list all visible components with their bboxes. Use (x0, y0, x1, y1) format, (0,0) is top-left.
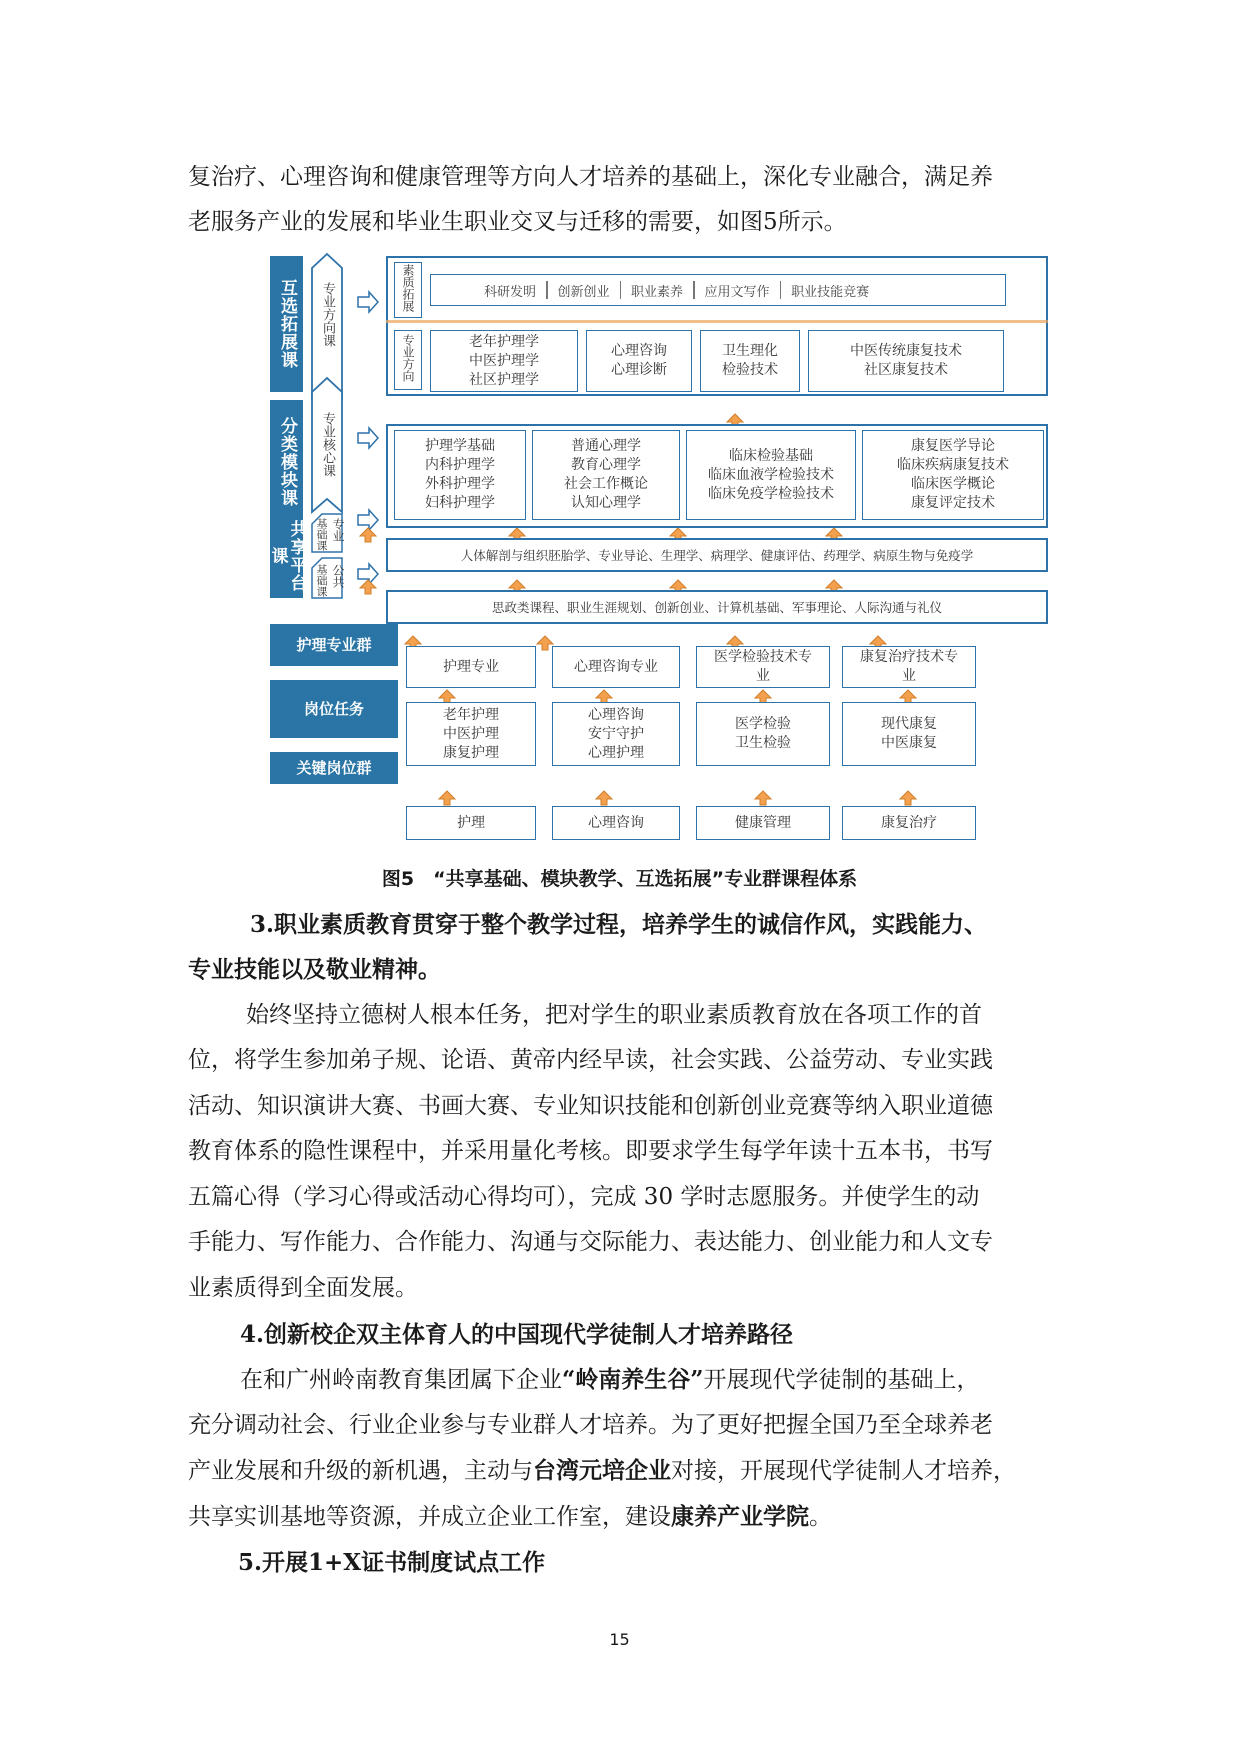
para-3-line: 活动、知识演讲大赛、书画大赛、专业知识技能和创新创业竞赛等纳入职业道德 (188, 1093, 993, 1119)
major-medical-inspection: 医学检验技术专 业 (696, 646, 830, 688)
para-3-line: 业素质得到全面发展。 (188, 1275, 418, 1301)
tag-professional: 专业 (331, 518, 345, 542)
direction-psychology: 心理咨询 心理诊断 (586, 330, 692, 392)
arrow-up-icon (537, 636, 553, 650)
partner-name: 台湾元培企业 (533, 1457, 671, 1484)
arrow-up-icon (360, 528, 376, 542)
para-4-line-4: 共享实训基地等资源，并成立企业工作室，建设康养产业学院。 (188, 1503, 832, 1530)
header-module-courses: 分类模块课 (270, 400, 303, 524)
direction-rehab: 中医传统康复技术 社区康复技术 (808, 330, 1004, 392)
quality-items (474, 276, 879, 304)
major-psych-consulting: 心理咨询专业 (552, 646, 680, 688)
arrow-up-icon (439, 791, 455, 805)
job-health-management: 健康管理 (696, 806, 830, 840)
quality-item: 科研发明 (484, 284, 537, 300)
tag-basic-course: 基础课 (315, 518, 328, 551)
direction-inspection: 卫生理化 检验技术 (700, 330, 800, 392)
header-key-jobs: 关键岗位群 (270, 752, 398, 784)
para-3-line: 手能力、写作能力、合作能力、沟通与交际能力、表达能力、创业能力和人文专 (188, 1229, 993, 1255)
course-system-diagram (267, 252, 1050, 850)
section-5-heading: 5.开展1+X证书制度试点工作 (238, 1549, 546, 1576)
arrow-up-icon (755, 791, 771, 805)
core-inspection: 临床检验基础 临床血液学检验技术 临床免疫学检验技术 (686, 430, 856, 520)
company-name: “岭南养生谷” (562, 1366, 704, 1393)
quality-item: 职业技能竞赛 (791, 284, 870, 300)
header-elective-expansion: 互选拓展课 (270, 256, 303, 392)
tag-public: 公共 (331, 564, 345, 588)
header-job-tasks: 岗位任务 (270, 680, 398, 738)
section-4-heading: 4.创新校企双主体育人的中国现代学徒制人才培养路径 (240, 1321, 794, 1348)
header-nursing-group: 护理专业群 (270, 624, 398, 666)
arrow-up-icon (900, 791, 916, 805)
tag-quality-expansion: 素质拓展 (401, 264, 415, 312)
para-3-line: 五篇心得（学习心得或活动心得均可），完成 30 学时志愿服务。并使学生的动 (188, 1184, 980, 1210)
major-nursing: 护理专业 (406, 646, 536, 688)
direction-nursing: 老年护理学 中医护理学 社区护理学 (430, 330, 578, 392)
quality-item: 应用文写作 (704, 284, 770, 300)
para-4-line-2: 充分调动社会、行业企业参与专业群人才培养。为了更好把握全国乃至全球养老 (188, 1412, 993, 1438)
section-3-heading-line-1: 3.职业素质教育贯穿于整个教学过程，培养学生的诚信作风，实践能力、 (250, 911, 988, 938)
para-4-line-1: 在和广州岭南教育集团属下企业“岭南养生谷”开展现代学徒制的基础上， (240, 1366, 980, 1393)
para-3-line: 教育体系的隐性课程中，并采用量化考核。即要求学生每学年读十五本书，书写 (188, 1138, 993, 1164)
intro-line-2: 老服务产业的发展和毕业生职业交叉与迁移的需要，如图5所示。 (188, 209, 847, 235)
tag-core-course: 专业核心课 (320, 412, 335, 477)
task-psychology: 心理咨询 安宁守护 心理护理 (552, 702, 680, 766)
tag-direction: 专业方向 (401, 334, 415, 382)
section-3-heading-line-2: 专业技能以及敬业精神。 (188, 956, 441, 983)
task-nursing: 老年护理 中医护理 康复护理 (406, 702, 536, 766)
arrow-right-icon (358, 292, 378, 312)
arrow-up-icon (360, 580, 376, 594)
major-rehab-therapy: 康复治疗技术专 业 (842, 646, 976, 688)
job-nursing: 护理 (406, 806, 536, 840)
job-psych-consulting: 心理咨询 (552, 806, 680, 840)
task-inspection: 医学检验 卫生检验 (696, 702, 830, 766)
arrow-right-icon (358, 428, 378, 448)
tag-direction-course: 专业方向课 (320, 282, 335, 347)
arrow-right-icon (358, 510, 378, 530)
core-psychology: 普通心理学 教育心理学 社会工作概论 认知心理学 (532, 430, 680, 520)
para-3-line: 始终坚持立德树人根本任务，把对学生的职业素质教育放在各项工作的首 (246, 1002, 982, 1028)
professional-basic-courses: 人体解剖与组织胚胎学、专业导论、生理学、病理学、健康评估、药理学、病原生物与免疫学 (386, 538, 1048, 572)
quality-item: 创新创业 (557, 284, 610, 300)
page-number: 15 (609, 1630, 630, 1649)
core-rehab: 康复医学导论 临床疾病康复技术 临床医学概论 康复评定技术 (862, 430, 1044, 520)
tag-public-basic: 基础课 (315, 564, 328, 597)
task-rehab: 现代康复 中医康复 (842, 702, 976, 766)
figure-caption: 图5 “共享基础、模块教学、互选拓展”专业群课程体系 (381, 868, 858, 890)
core-nursing: 护理学基础 内科护理学 外科护理学 妇科护理学 (394, 430, 526, 520)
section-divider (386, 320, 1048, 323)
para-3-line: 位，将学生参加弟子规、论语、黄帝内经早读，社会实践、公益劳动、专业实践 (188, 1047, 993, 1073)
quality-item: 职业素养 (631, 284, 684, 300)
para-4-line-3: 产业发展和升级的新机遇，主动与台湾元培企业对接，开展现代学徒制人才培养， (188, 1457, 1016, 1484)
intro-line-1: 复治疗、心理咨询和健康管理等方向人才培养的基础上，深化专业融合，满足养 (188, 164, 993, 190)
header-shared-platform: 共享平台课 (270, 514, 303, 598)
college-name: 康养产业学院 (671, 1503, 809, 1530)
arrow-up-icon (596, 791, 612, 805)
public-basic-courses: 思政类课程、职业生涯规划、创新创业、计算机基础、军事理论、人际沟通与礼仪 (386, 590, 1048, 624)
job-rehab-therapy: 康复治疗 (842, 806, 976, 840)
